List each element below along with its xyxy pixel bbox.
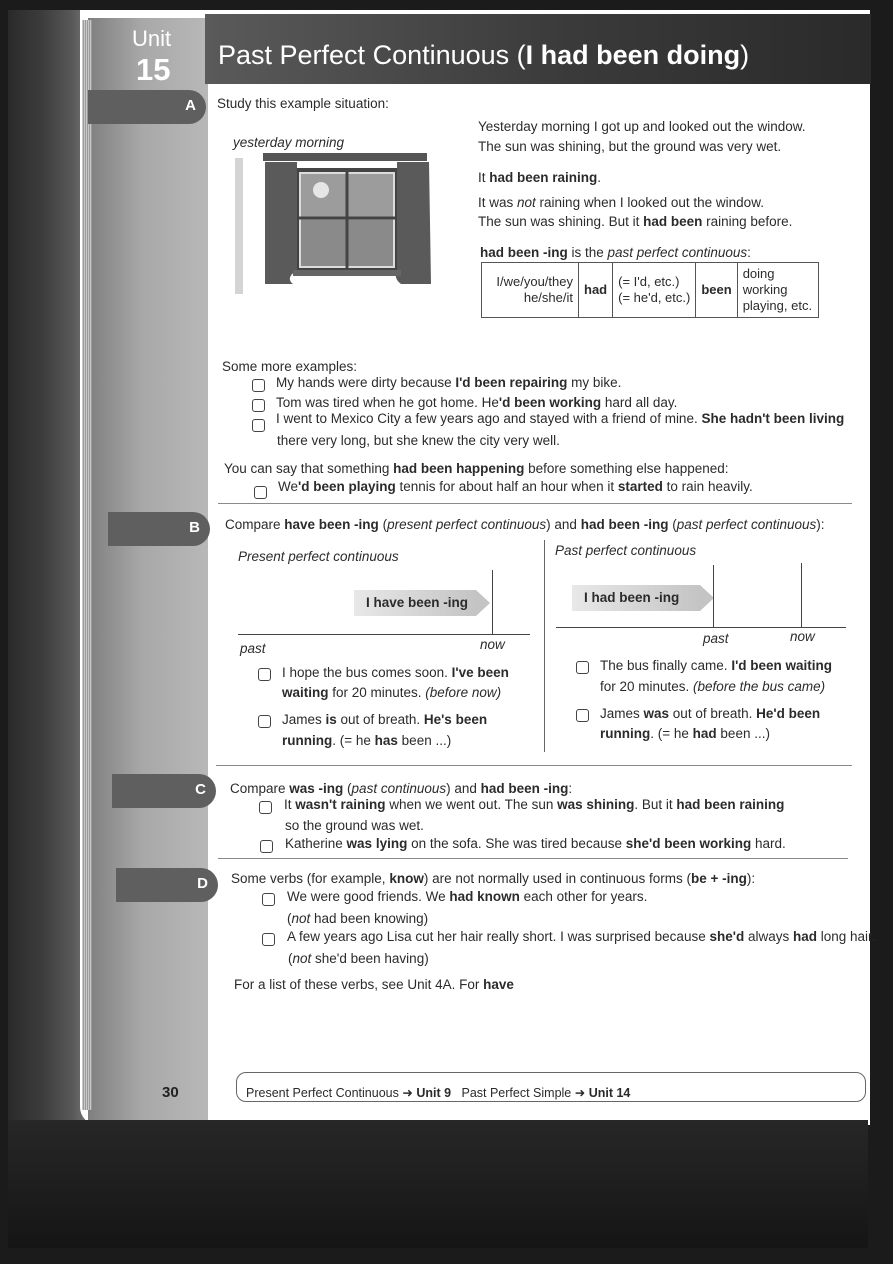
now-marker	[801, 563, 802, 627]
timeline-now: now	[790, 629, 815, 644]
past-marker	[713, 565, 714, 627]
example-b2: James is out of breath. He's been	[282, 712, 488, 727]
now-marker	[492, 570, 493, 634]
divider	[216, 765, 852, 766]
example-b3-cont: for 20 minutes. (before the bus came)	[600, 679, 826, 694]
link-unit-14[interactable]: Unit 14	[588, 1086, 631, 1100]
compare-b-heading: Compare have been -ing (present perfect continuous) and had been -ing (past perfect continuous):	[225, 517, 825, 532]
bullet-box	[576, 661, 589, 674]
example-c1: It wasn't raining when we went out. The sun was shining. But it had been raining	[284, 797, 785, 812]
section-tab-a: A	[88, 90, 206, 124]
arrow-icon: ➜	[402, 1086, 413, 1100]
cross-reference-links	[246, 1085, 630, 1102]
situation-line-1: Yesterday morning I got up and looked out the window.	[478, 119, 806, 134]
timeline-past: past	[240, 641, 266, 656]
arrow-icon: ➜	[574, 1086, 586, 1100]
left-margin-band	[88, 18, 208, 1120]
page-edges	[82, 20, 92, 1110]
divider	[218, 503, 852, 504]
example-d1: We were good friends. We had known each other for years.	[287, 889, 648, 904]
example-c2: Katherine was lying on the sofa. She was tired because she'd been working hard.	[285, 836, 786, 851]
link-past-perfect-simple[interactable]: Past Perfect Simple	[461, 1086, 572, 1100]
link-present-perfect-continuous[interactable]: Present Perfect Continuous	[246, 1086, 399, 1100]
bullet-box	[252, 419, 265, 432]
book-bottom-shadow	[8, 1120, 868, 1248]
unit-label: Unit	[132, 26, 172, 51]
example-c1-cont: so the ground was wet.	[285, 818, 424, 833]
example-a3-cont: there very long, but she knew the city very well.	[277, 433, 560, 448]
form-definition: had been -ing is the past perfect continuous:	[480, 245, 751, 260]
bullet-box	[259, 801, 272, 814]
bullet-box	[576, 709, 589, 722]
picture-caption: yesterday morning	[233, 135, 345, 150]
section-tab-c: C	[112, 774, 216, 808]
bullet-box	[262, 933, 275, 946]
bullet-box	[262, 893, 275, 906]
example-b2-cont: running. (= he has been ...)	[282, 733, 452, 748]
section-tab-d: D	[116, 868, 218, 902]
situation-line-2: The sun was shining, but the ground was very wet.	[478, 139, 782, 154]
page-number: 30	[162, 1084, 179, 1101]
past-perfect-label: Past perfect continuous	[555, 543, 697, 558]
example-a3: I went to Mexico City a few years ago and stayed with a friend of mine. She hadn't been living	[276, 411, 845, 426]
bullet-box	[252, 379, 265, 392]
situation-line-5: The sun was shining. But it had been raining before.	[478, 214, 793, 229]
bullet-box	[254, 486, 267, 499]
bullet-box	[258, 668, 271, 681]
example-a4: We'd been playing tennis for about half an hour when it started to rain heavily.	[278, 479, 753, 494]
divider	[218, 858, 848, 859]
example-b1-cont: waiting for 20 minutes. (before now)	[282, 685, 502, 700]
timeline-past: past	[703, 631, 729, 646]
reference-note: For a list of these verbs, see Unit 4A. For have	[234, 977, 514, 992]
link-unit-9[interactable]: Unit 9	[416, 1086, 452, 1100]
example-b1: I hope the bus comes soon. I've been	[282, 665, 509, 680]
situation-line-3: It had been raining.	[478, 170, 602, 185]
example-b3: The bus finally came. I'd been waiting	[600, 658, 833, 673]
bullet-box	[260, 840, 273, 853]
example-d1-note: (not had been knowing)	[287, 911, 429, 926]
example-d2-note: (not she'd been having)	[288, 951, 429, 966]
form-table: I/we/you/they he/she/it had (= I'd, etc.) (= he'd, etc.) been doing working playing, etc.	[481, 262, 819, 318]
present-perfect-label: Present perfect continuous	[238, 549, 399, 564]
example-a1: My hands were dirty because I'd been repairing my bike.	[276, 375, 622, 390]
window-illustration	[235, 150, 440, 298]
stative-verbs-heading: Some verbs (for example, know) are not normally used in continuous forms (be + -ing):	[231, 871, 756, 886]
situation-line-4: It was not raining when I looked out the window.	[478, 195, 764, 210]
past-perfect-arrow: I had been -ing	[572, 585, 700, 611]
more-examples-heading: Some more examples:	[222, 359, 358, 374]
timeline-now: now	[480, 637, 505, 652]
example-b4: James was out of breath. He'd been	[600, 706, 821, 721]
example-a2: Tom was tired when he got home. He'd been working hard all day.	[276, 395, 678, 410]
compare-c-heading: Compare was -ing (past continuous) and had been -ing:	[230, 781, 573, 796]
unit-number: 15	[136, 52, 171, 87]
example-b4-cont: running. (= he had been ...)	[600, 726, 770, 741]
column-divider	[544, 540, 545, 752]
example-d2: A few years ago Lisa cut her hair really short. I was surprised because she'd always had long hair.	[287, 929, 876, 944]
page-title: Past Perfect Continuous (I had been doing)	[218, 40, 750, 70]
bullet-box	[252, 399, 265, 412]
happening-rule: You can say that something had been happening before something else happened:	[224, 461, 729, 476]
intro-text: Study this example situation:	[217, 96, 389, 111]
section-tab-b: B	[108, 512, 210, 546]
timeline	[238, 634, 530, 635]
bullet-box	[258, 715, 271, 728]
present-perfect-arrow: I have been -ing	[354, 590, 476, 616]
